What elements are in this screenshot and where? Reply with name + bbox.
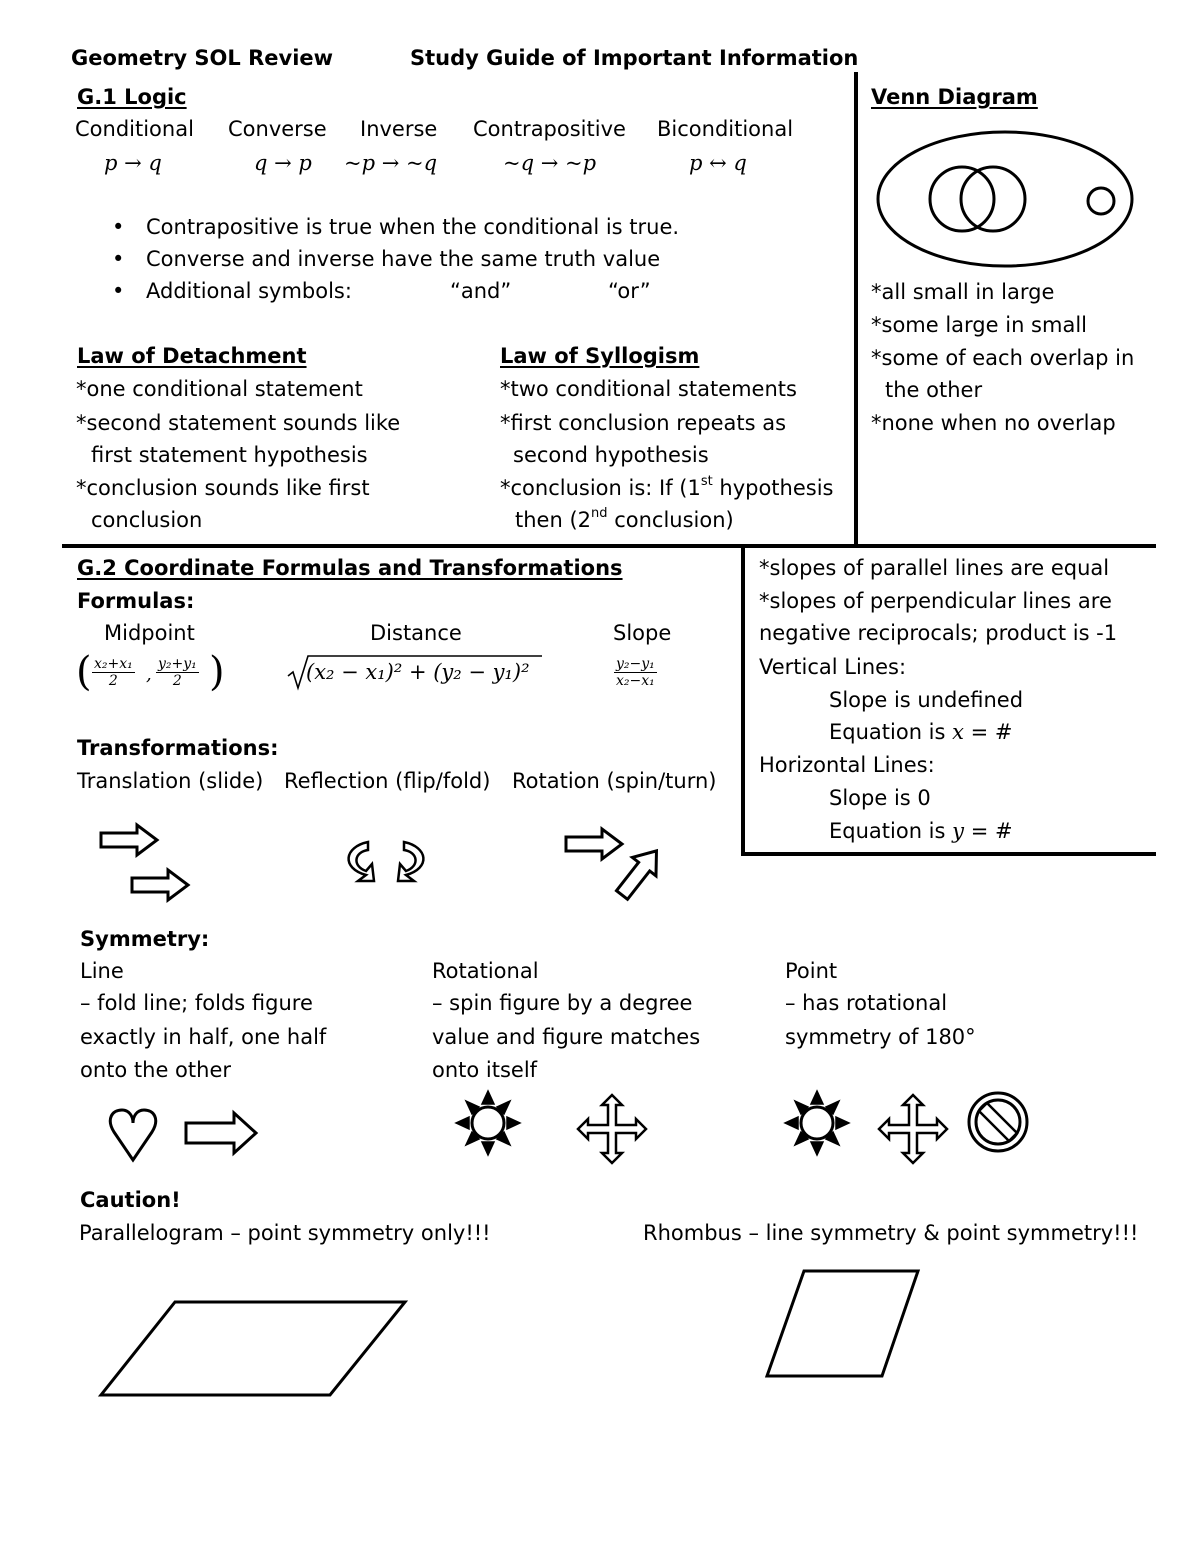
rotational-symmetry-text-1: – spin figure by a degree [432, 991, 693, 1015]
header-title: Geometry SOL Review [71, 46, 334, 70]
venn-line-1: *all small in large [871, 280, 1055, 304]
rotational-symmetry-text-3: onto itself [432, 1058, 538, 1082]
venn-diagram-icon [878, 132, 1132, 266]
horizontal-equation-text: Equation is y = # [829, 819, 1013, 843]
logic-symbol-and: “and” [450, 279, 512, 303]
parallel-slopes-text: *slopes of parallel lines are equal [759, 556, 1110, 580]
symmetry-title: Symmetry: [80, 927, 210, 951]
point-symmetry-text-1: – has rotational [785, 991, 948, 1015]
venn-line-4: the other [885, 378, 983, 402]
formulas-label: Formulas: [77, 589, 195, 613]
syllogism-line-3: second hypothesis [513, 443, 709, 467]
syllogism-line-1: *two conditional statements [500, 377, 797, 401]
midpoint-y-fraction: $\frac{\text{y₂+y₁}}{2}$ [158, 656, 197, 689]
reflection-left-curve-icon [349, 842, 374, 881]
sun-icon [456, 1091, 520, 1155]
horizontal-slope-text: Slope is 0 [829, 786, 931, 810]
syllogism-line-4: *conclusion is: If (1st hypothesis [500, 474, 834, 500]
detachment-line-3: first statement hypothesis [91, 443, 368, 467]
midpoint-left-paren: ( [76, 649, 92, 695]
rotation-arrow-icon [566, 829, 622, 859]
logic-contrapositive-expr: ~q → ~p [503, 151, 597, 175]
rhombus-shape [767, 1271, 918, 1376]
distance-expression: (x₂ − x₁)² + (y₂ − y₁)² [306, 660, 530, 684]
midpoint-label: Midpoint [104, 621, 195, 645]
vertical-equation-text: Equation is x = # [829, 720, 1013, 744]
parallelogram-shape [101, 1302, 405, 1395]
slope-fraction: $\frac{\text{y₂−y₁}}{\text{x₂−x₁}}$ [616, 656, 655, 689]
rhombus-caution: Rhombus – line symmetry & point symmetry!!! [643, 1221, 1139, 1245]
translation-label: Translation (slide) [77, 769, 264, 793]
lines-box-left-border [741, 546, 745, 856]
header-subtitle: Study Guide of Important Information [410, 46, 859, 70]
detachment-line-1: *one conditional statement [76, 377, 363, 401]
detachment-title: Law of Detachment [77, 344, 307, 368]
logic-biconditional-label: Biconditional [657, 117, 794, 141]
venn-line-3: *some of each overlap in [871, 346, 1135, 370]
distance-label: Distance [370, 621, 462, 645]
logic-converse-label: Converse [228, 117, 327, 141]
logic-inverse-expr: ~p → ~q [344, 151, 438, 175]
venn-line-5: *none when no overlap [871, 411, 1116, 435]
logic-inverse-label: Inverse [360, 117, 438, 141]
sun-icon-2 [785, 1091, 849, 1155]
line-symmetry-title: Line [80, 959, 124, 983]
rotational-symmetry-text-2: value and figure matches [432, 1025, 701, 1049]
vertical-divider-top [854, 72, 858, 546]
logic-biconditional-expr: p ↔ q [689, 151, 747, 175]
midpoint-comma: , [146, 664, 152, 685]
horizontal-divider [62, 544, 1156, 548]
logic-conditional-expr: p → q [104, 151, 162, 175]
logic-contrapositive-label: Contrapositive [473, 117, 626, 141]
venn-line-2: *some large in small [871, 313, 1087, 337]
reflection-label: Reflection (flip/fold) [284, 769, 491, 793]
syllogism-line-2: *first conclusion repeats as [500, 411, 787, 435]
rotation-label: Rotation (spin/turn) [512, 769, 717, 793]
line-symmetry-text-2: exactly in half, one half [80, 1025, 327, 1049]
caution-title: Caution! [80, 1188, 181, 1212]
vertical-slope-text: Slope is undefined [829, 688, 1024, 712]
heart-icon [110, 1110, 155, 1160]
point-symmetry-text-2: symmetry of 180° [785, 1025, 976, 1049]
coordinate-title: G.2 Coordinate Formulas and Transformations [77, 556, 623, 580]
logic-bullet-3: • Additional symbols: [146, 278, 352, 304]
line-symmetry-text-3: onto the other [80, 1058, 231, 1082]
logic-conditional-label: Conditional [75, 117, 194, 141]
detachment-line-2: *second statement sounds like [76, 411, 401, 435]
detachment-line-5: conclusion [91, 508, 203, 532]
logic-symbol-or: “or” [608, 279, 651, 303]
line-symmetry-arrow-icon [186, 1113, 256, 1153]
syllogism-line-5: then (2nd conclusion) [515, 506, 734, 532]
slope-label: Slope [613, 621, 672, 645]
midpoint-x-fraction: $\frac{\text{x₂+x₁}}{2}$ [94, 656, 133, 689]
line-symmetry-text-1: – fold line; folds figure [80, 991, 313, 1015]
point-symmetry-title: Point [785, 959, 838, 983]
detachment-line-4: *conclusion sounds like first [76, 476, 370, 500]
venn-title: Venn Diagram [871, 85, 1038, 109]
logic-bullet-2: • Converse and inverse have the same truth value [146, 246, 660, 272]
vertical-lines-label: Vertical Lines: [759, 655, 907, 679]
four-way-arrow-icon [578, 1095, 646, 1163]
parallelogram-caution: Parallelogram – point symmetry only!!! [79, 1221, 491, 1245]
transformations-label: Transformations: [77, 736, 279, 760]
four-way-arrow-icon-2 [879, 1095, 947, 1163]
logic-title: G.1 Logic [77, 85, 187, 109]
syllogism-title: Law of Syllogism [500, 344, 700, 368]
logic-bullet-1: • Contrapositive is true when the conditional is true. [146, 214, 679, 240]
reflection-right-curve-icon [398, 842, 423, 881]
midpoint-right-paren: ) [209, 649, 225, 695]
translation-arrow-icon [101, 825, 157, 855]
rotational-symmetry-title: Rotational [432, 959, 539, 983]
horizontal-lines-label: Horizontal Lines: [759, 753, 935, 777]
no-symbol-icon [969, 1093, 1027, 1151]
negative-reciprocals-text: negative reciprocals; product is -1 [759, 621, 1118, 645]
lines-box-bottom-border [741, 852, 1156, 856]
translation-arrow-icon-2 [132, 870, 188, 900]
rotation-arrow-tilted-icon [610, 842, 668, 905]
perpendicular-slopes-text: *slopes of perpendicular lines are [759, 589, 1112, 613]
logic-converse-expr: q → p [254, 151, 312, 175]
